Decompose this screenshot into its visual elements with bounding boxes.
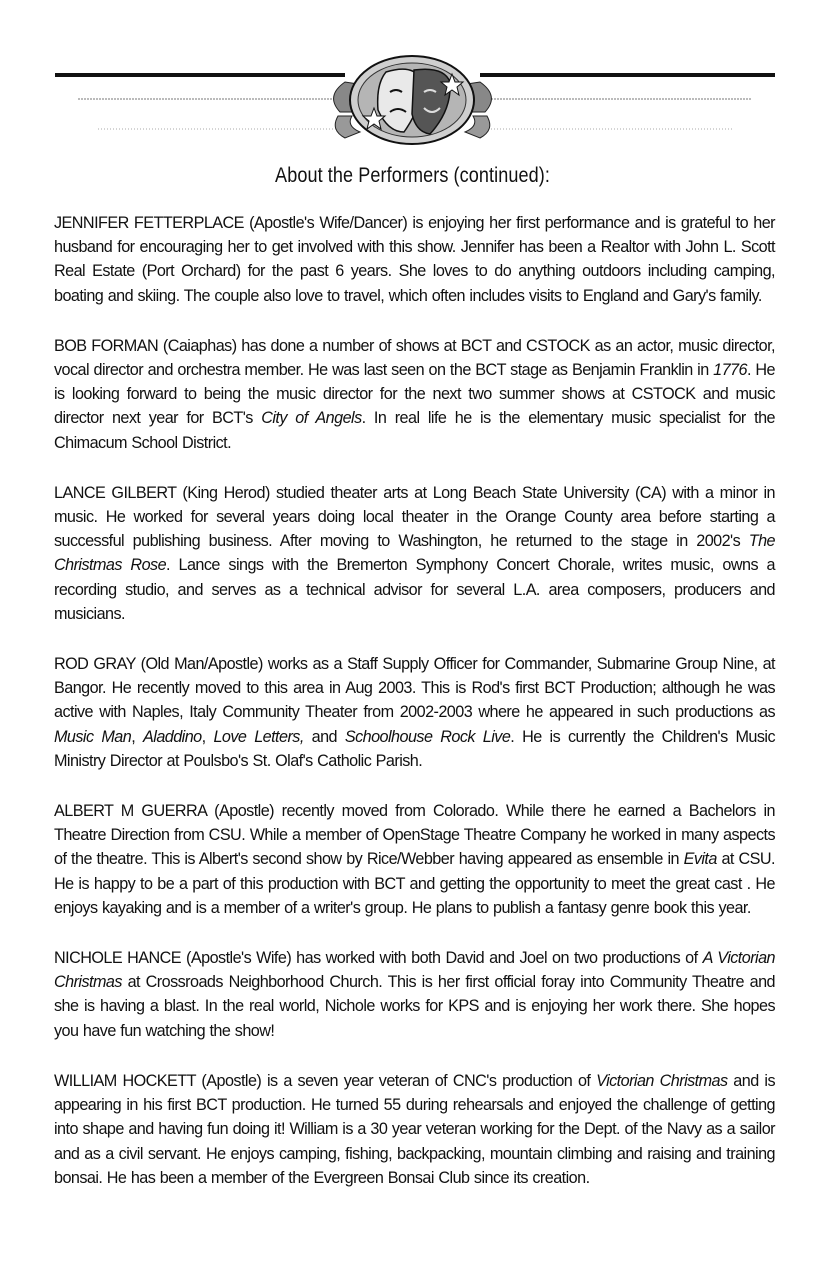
page-title: About the Performers (continued): xyxy=(275,164,550,187)
bio-title-italic: A Victorian Christmas xyxy=(54,949,775,992)
bio-text: , xyxy=(131,727,144,746)
bio-paragraph xyxy=(54,334,775,455)
bio-text: ALBERT M GUERRA (Apostle) recently moved from Colorado. While there he earned a Bachelors in Theatre Direction from CSU. While a member of OpenStage Theatre Company he worked in many aspects of the theatre. This is Albert's second show by Rice/Webber having appeared as ensemble in xyxy=(54,802,775,869)
bio-title-italic: 1776 xyxy=(713,361,747,380)
bio-paragraph xyxy=(54,481,775,626)
header-ornament xyxy=(0,52,825,162)
bio-text: . Lance sings with the Bremerton Symphony Concert Chorale, writes music, owns a recording studio, and serves as a technical advisor for several L.A. area composers, producers and musicians. xyxy=(54,556,775,623)
bio-paragraph xyxy=(54,946,775,1043)
bio-paragraph xyxy=(54,211,775,308)
bio-text: and xyxy=(303,727,345,746)
bio-text: ROD GRAY (Old Man/Apostle) works as a Staff Supply Officer for Commander, Submarine Group Nine, at Bangor. He recently moved to this area in Aug 2003. This is Rod's first BCT Production; although he was active with Naples, Italy Community Theater from 2002-2003 where he appeared in such productions as xyxy=(54,655,775,722)
bio-title-italic: Aladdino xyxy=(143,727,202,746)
bio-text: LANCE GILBERT (King Herod) studied theater arts at Long Beach State University (CA) with a minor in music. He worked for several years doing local theater in the Orange County area before starting a successful publishing business. After moving to Washington, he returned to the stage in 2002's xyxy=(54,483,775,551)
bio-text: , xyxy=(201,727,214,746)
bio-text: NICHOLE HANCE (Apostle's Wife) has worked with both David and Joel on two productions of xyxy=(54,949,703,968)
bio-paragraph xyxy=(54,1069,775,1190)
bio-text: . In real life he is the elementary music specialist for the Chimacum School District. xyxy=(54,409,775,452)
bio-text: at Crossroads Neighborhood Church. This is her first official foray into Community Theatre and she is having a blast. In the real world, Nichole works for KPS and is enjoying her work there. She hopes you have fun watching the show! xyxy=(54,973,775,1040)
bio-text: . He is currently the Children's Music Ministry Director at Poulsbo's St. Olaf's Catholic Parish. xyxy=(54,727,775,770)
bio-paragraph xyxy=(54,652,775,773)
performer-bios xyxy=(54,211,775,1216)
bio-text: BOB FORMAN (Caiaphas) has done a number of shows at BCT and CSTOCK as an actor, music director, vocal director and orchestra member. He was last seen on the BCT stage as Benjamin Franklin in xyxy=(54,336,775,380)
bio-title-italic: Schoolhouse Rock Live xyxy=(344,727,511,746)
bio-title-italic: The Christmas Rose xyxy=(54,532,775,575)
theater-masks-emblem-icon xyxy=(0,52,825,162)
bio-text: and is appearing in his first BCT production. He turned 55 during rehearsals and enjoyed the challenge of getting into shape and having fun doing it! William is a 30 year veteran working for the Dept. of the Navy as a sailor and as a civil servant. He enjoys camping, fishing, backpacking, mountain climbing and raising and training bonsai. He has been a member of the Evergreen Bonsai Club since its creation. xyxy=(54,1071,776,1187)
bio-title-italic: Music Man xyxy=(54,727,132,746)
bio-paragraph xyxy=(54,799,775,920)
bio-text: JENNIFER FETTERPLACE (Apostle's Wife/Dancer) is enjoying her first performance and is grateful to her husband for encouraging her to get involved with this show. Jennifer has been a Realtor with John L. Scott Real Estate (Port Orchard) for the past 6 years. She loves to do anything outdoors including camping, boating and skiing. The couple also love to travel, which often includes visits to England and Gary's family. xyxy=(54,214,775,305)
bio-title-italic: Love Letters, xyxy=(213,727,304,746)
bio-title-italic: Victorian Christmas xyxy=(596,1071,728,1090)
bio-text: . He is looking forward to being the music director for the next two summer shows at CSTOCK and music director next year for BCT's xyxy=(54,361,775,428)
bio-title-italic: Evita xyxy=(683,850,717,869)
bio-title-italic: City of Angels xyxy=(261,409,362,428)
bio-text: WILLIAM HOCKETT (Apostle) is a seven year veteran of CNC's production of xyxy=(54,1071,597,1090)
bio-text: at CSU. He is happy to be a part of this production with BCT and getting the opportunity to meet the great cast . He enjoys kayaking and is a member of a writer's group. He plans to publish a fantasy genre book this year. xyxy=(54,850,775,917)
